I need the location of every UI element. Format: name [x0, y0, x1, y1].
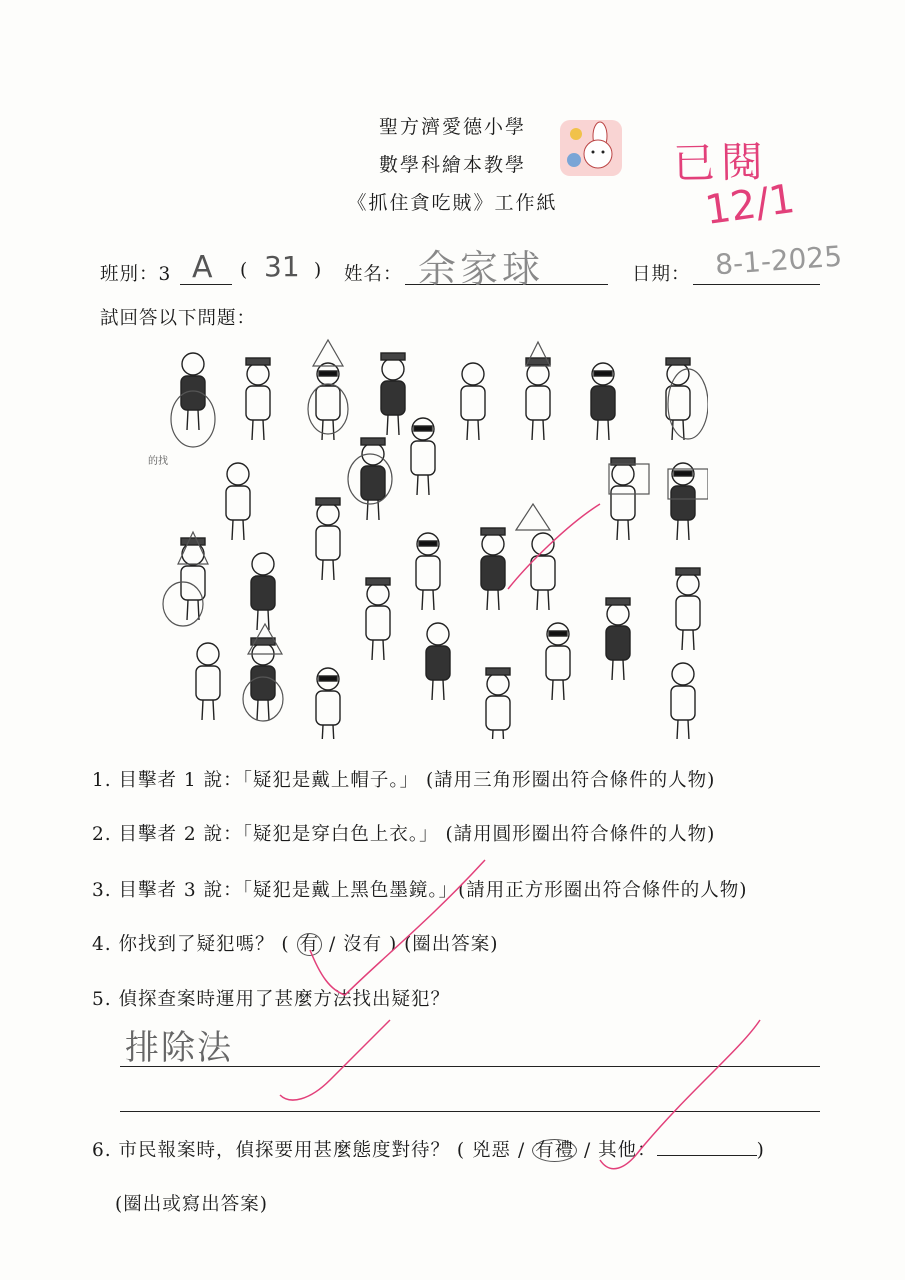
suspect-figure	[461, 363, 485, 440]
suspect-figure	[676, 568, 700, 650]
date-value: 8-1-2025	[714, 239, 844, 282]
worksheet-title: 《抓住貪吃賊》工作紙	[347, 192, 558, 214]
subject-title: 數學科繪本教學	[378, 154, 526, 176]
suspects-illustration	[148, 334, 708, 739]
suspect-figure	[526, 358, 550, 440]
question-5: 5. 偵探查案時運用了甚麼方法找出疑犯？	[92, 989, 451, 1010]
question-2: 2. 目擊者 2 說：「疑犯是穿白色上衣。」 (請用圓形圈出符合條件的人物)	[92, 824, 716, 845]
question-4: 4. 你找到了疑犯嗎？ ( 有 / 沒有 ) (圈出答案)	[92, 934, 499, 955]
class-number: 31	[264, 250, 300, 283]
suspect-figure	[246, 358, 270, 440]
suspect-figure	[606, 598, 630, 680]
question-6-note: (圈出或寫出答案)	[115, 1194, 268, 1215]
side-note: 的找	[148, 456, 168, 467]
name-label: 姓名：	[344, 264, 403, 285]
suspect-figure	[426, 623, 450, 700]
suspect-figure	[591, 363, 615, 440]
suspect-figure	[666, 358, 690, 440]
suspect-figure	[316, 363, 340, 440]
class-label: 班別：3	[100, 264, 172, 285]
question-3: 3. 目擊者 3 說：「疑犯是戴上黑色墨鏡。」(請用正方形圈出符合條件的人物)	[92, 880, 748, 901]
suspect-figure	[671, 663, 695, 739]
melody-sticker-icon	[558, 118, 624, 178]
date-label: 日期：	[632, 264, 691, 285]
suspect-figure	[381, 353, 405, 435]
suspect-figure	[361, 438, 385, 520]
suspect-figure	[316, 668, 340, 739]
answer-5: 排除法	[125, 1028, 233, 1068]
question-1: 1. 目擊者 1 說：「疑犯是戴上帽子。」 (請用三角形圈出符合條件的人物)	[92, 770, 716, 791]
suspect-figure	[611, 458, 635, 540]
option-no[interactable]: 沒有	[343, 934, 383, 955]
suspect-figure	[671, 463, 695, 540]
option-fierce[interactable]: 兇惡	[472, 1140, 512, 1161]
school-name: 聖方濟愛德小學	[378, 116, 526, 138]
suspect-figure	[316, 498, 340, 580]
class-section: A	[192, 250, 213, 285]
score-mark: 12/1	[702, 175, 798, 235]
read-stamp: 已閱	[672, 137, 770, 188]
suspect-figure	[196, 643, 220, 720]
option-polite[interactable]: 有禮	[532, 1139, 577, 1162]
suspect-figure	[481, 528, 505, 610]
suspect-figure	[486, 668, 510, 739]
option-other[interactable]: 其他：	[598, 1140, 657, 1161]
suspect-figure	[416, 533, 440, 610]
instruction: 試回答以下問題：	[100, 308, 257, 329]
suspect-figure	[251, 553, 275, 630]
suspect-figure	[366, 578, 390, 660]
suspect-figure	[531, 533, 555, 610]
question-6: 6. 市民報案時，偵探要用甚麼態度對待？ ( 兇惡 / 有禮 / 其他： )	[92, 1140, 765, 1161]
suspect-figure	[411, 418, 435, 495]
paren-open: (	[240, 260, 249, 281]
option-yes[interactable]: 有	[297, 933, 323, 956]
suspect-figure	[546, 623, 570, 700]
suspect-figure	[226, 463, 250, 540]
paren-close: )	[314, 260, 323, 281]
student-name: 余家球	[418, 247, 545, 291]
